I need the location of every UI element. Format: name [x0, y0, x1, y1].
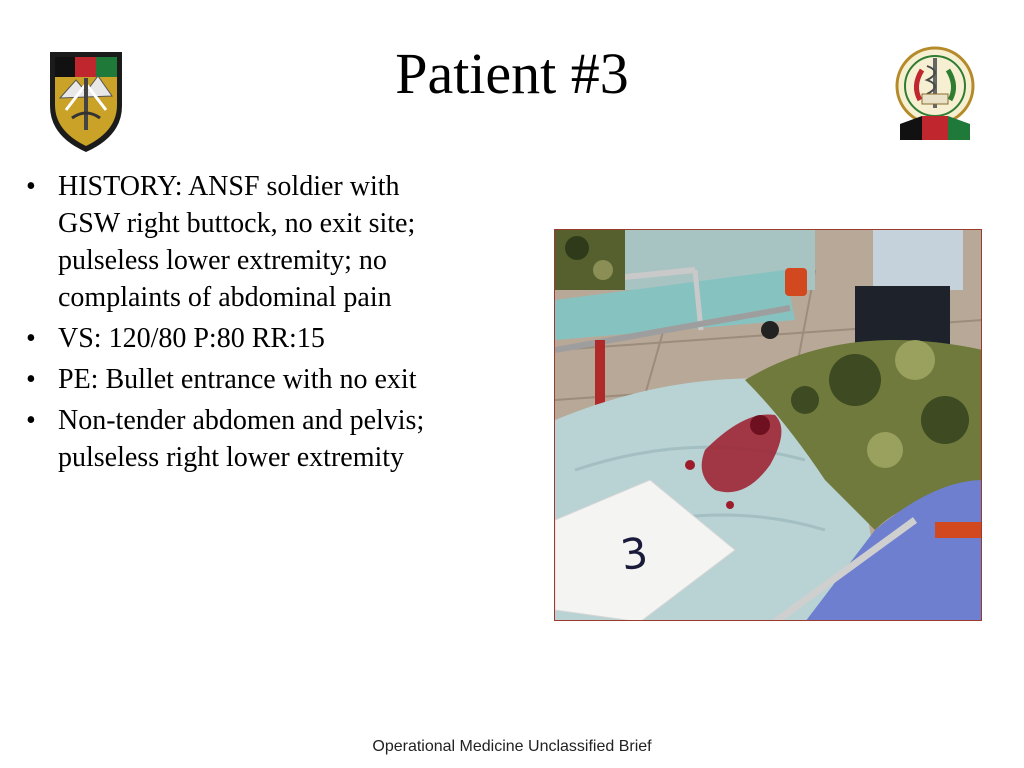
slide-title: Patient #3 [395, 41, 629, 106]
bullet-text: HISTORY: ANSF soldier with GSW right buttock, no exit site; pulseless lower extremity; no complaints of abdominal pain [58, 171, 416, 313]
patient-photo [554, 229, 982, 621]
bullet-marker: • [26, 323, 36, 354]
photo-card-label: 3 [617, 527, 651, 580]
patient-photo-illustration [555, 230, 982, 621]
bullet-text: VS: 120/80 P:80 RR:15 [58, 323, 325, 354]
bullet-text: Non-tender abdomen and pelvis; pulseless right lower extremity [58, 405, 425, 473]
bullet-marker: • [26, 405, 36, 436]
bullet-marker: • [26, 364, 36, 395]
medical-caduceus-emblem-icon [892, 40, 978, 148]
military-unit-shield-icon [46, 48, 126, 154]
slide-footer: Operational Medicine Unclassified Brief [372, 738, 652, 755]
bullet-physical-exam [22, 361, 442, 398]
bullet-vitals [22, 320, 442, 357]
bullet-marker: • [26, 171, 36, 202]
bullet-text: PE: Bullet entrance with no exit [58, 364, 417, 395]
bullet-findings [22, 402, 442, 476]
bullet-history [22, 168, 442, 316]
bullet-list [22, 168, 442, 480]
